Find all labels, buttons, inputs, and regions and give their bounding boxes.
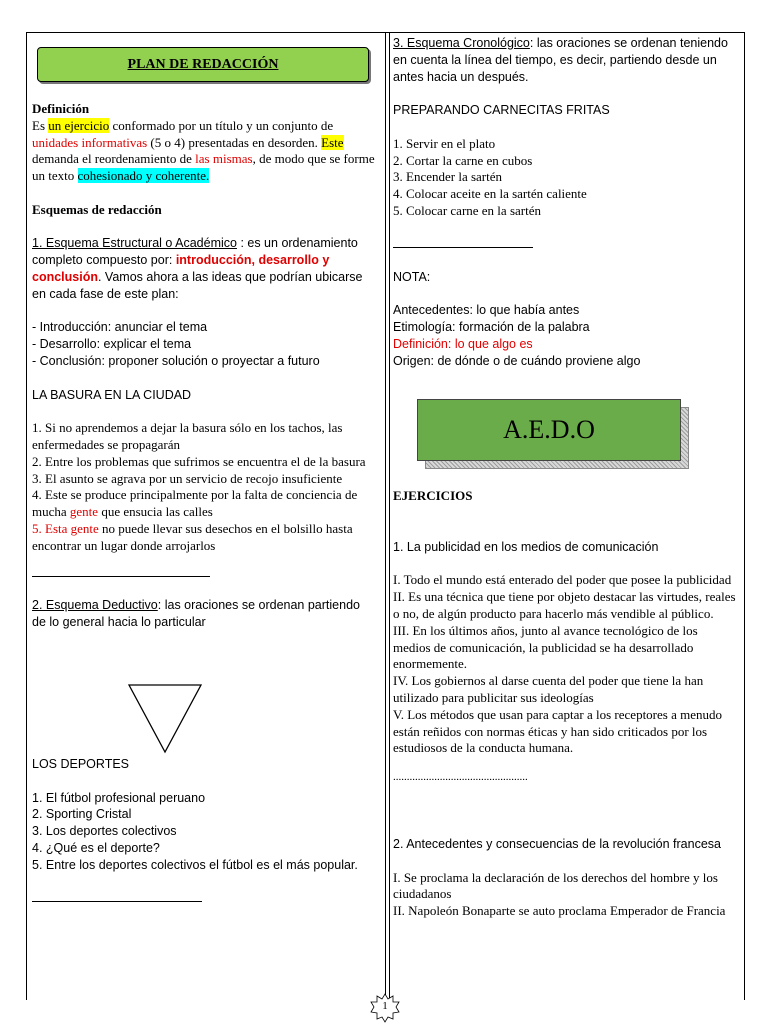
basura-item: 5. Esta gente no puede llevar sus desechos en el bolsillo hasta encontrar un lugar donde arrojarlos xyxy=(32,520,353,553)
deportes-item: 1. El fútbol profesional peruano xyxy=(32,790,206,805)
carne-item: 4. Colocar aceite en la sartén caliente xyxy=(393,186,587,202)
esquema-cronologico: 3. Esquema Cronológico: las oraciones se ordenan teniendo en cuenta la línea del tiempo, es decir, partiendo desde un antes hacia un después. xyxy=(393,36,728,84)
right-column xyxy=(393,35,738,369)
separator-line xyxy=(393,247,533,248)
separator-line xyxy=(32,576,210,577)
title-banner xyxy=(37,47,369,82)
aedo-banner xyxy=(417,399,679,461)
separator-line xyxy=(32,901,202,902)
nota-item: Antecedentes: lo que había antes xyxy=(393,303,580,318)
page-border-left xyxy=(26,32,27,1000)
deportes-title: LOS DEPORTES xyxy=(32,757,130,771)
column-divider-inner xyxy=(389,32,390,1000)
deportes-item: 4. ¿Qué es el deporte? xyxy=(32,840,160,855)
column-divider xyxy=(385,32,386,1000)
phase-item: - Desarrollo: explicar el tema xyxy=(32,337,192,352)
nota-title: NOTA: xyxy=(393,269,431,284)
esquema-estructural: 1. Esquema Estructural o Académico : es un ordenamiento completo compuesto por: introducción, desarrollo y conclusión. Vamos ahora a las ideas que podrían ubicarse en cada fase de este plan: xyxy=(32,236,363,301)
exercise-title: 1. La publicidad en los medios de comunicación xyxy=(393,539,659,554)
phase-item: - Conclusión: proponer solución o proyectar a futuro xyxy=(32,353,320,368)
nota-item: Origen: de dónde o de cuándo proviene algo xyxy=(393,353,641,368)
page-number: 1 xyxy=(382,1000,388,1012)
highlight-unidades: unidades informativas xyxy=(32,134,148,150)
exercise-item: I. Se proclama la declaración de los derechos del hombre y los ciudadanos xyxy=(393,869,718,902)
carne-item: 1. Servir en el plato xyxy=(393,135,496,151)
highlight-un-ejercicio: un ejercicio xyxy=(48,117,110,133)
basura-item: 4. Este se produce principalmente por la falta de conciencia de mucha gente que ensucia las calles xyxy=(32,487,358,520)
deportes-block xyxy=(32,756,375,906)
exercise-item: V. Los métodos que usan para captar a los receptores a menudo están reñidos con normas éticas y han sido criticados por los estudiosos de la conducta humana. xyxy=(393,706,722,756)
basura-item: 3. El asunto se agrava por un servicio de recojo insuficiente xyxy=(32,470,343,486)
aedo-box xyxy=(417,399,681,461)
deportes-item: 3. Los deportes colectivos xyxy=(32,824,177,839)
exercise-item: III. En los últimos años, junto al avance tecnológico de los medios de comunicación, la publicidad se ha desarrollado enormemente. xyxy=(393,622,698,672)
esquema-deductivo-title: 2. Esquema Deductivo xyxy=(32,598,158,613)
dotted-answer-line: ................................................. xyxy=(393,771,528,784)
highlight-este: Este xyxy=(321,134,344,150)
highlight-las-mismas: las mismas xyxy=(195,151,253,167)
exercise-item: IV. Los gobiernos al darse cuenta del poder que tiene la han utilizado para publicitar sus ideologías xyxy=(393,673,704,705)
esquemas-heading: Esquemas de redacción xyxy=(32,201,162,217)
deportes-item: 5. Entre los deportes colectivos el fútbol es el más popular. xyxy=(32,857,358,872)
esquema-deductivo: 2. Esquema Deductivo: las oraciones se ordenan partiendo de lo general hacia lo particular xyxy=(32,598,360,630)
esquema-estructural-parts: introducción, desarrollo y conclusión xyxy=(32,253,330,284)
deportes-item: 2. Sporting Cristal xyxy=(32,807,132,822)
carne-title: PREPARANDO CARNECITAS FRITAS xyxy=(393,103,610,118)
esquema-cronologico-title: 3. Esquema Cronológico xyxy=(393,36,530,50)
page-number-badge-icon xyxy=(370,993,400,1023)
basura-item: 1. Si no aprendemos a dejar la basura sólo en los tachos, las enfermedades se propagarán xyxy=(32,420,343,452)
carne-item: 5. Colocar carne en la sartén xyxy=(393,202,541,218)
aedo-title: A.E.D.O xyxy=(503,415,595,444)
exercise-item: II. Es una técnica que tiene por objeto destacar las virtudes, reales o no, de algún producto para hacerlo más vendible al público. xyxy=(393,589,736,621)
nota-item: Etimología: formación de la palabra xyxy=(393,319,590,334)
page-border-right xyxy=(744,32,745,1000)
carne-item: 2. Cortar la carne en cubos xyxy=(393,152,533,168)
left-column xyxy=(32,101,375,631)
highlight-cohesionado: cohesionado y coherente. xyxy=(77,168,210,184)
inverted-triangle-icon xyxy=(128,684,202,754)
nota-item: Definición: lo que algo es xyxy=(393,336,533,351)
page-title: PLAN DE REDACCIÓN xyxy=(127,56,279,72)
definition-heading: Definición xyxy=(32,101,90,116)
definition-paragraph: Es un ejercicio conformado por un título y un conjunto de unidades informativas (5 o 4) presentadas en desorden. Este demanda el reordenamiento de las mismas, de modo que se forme un texto cohesionado y coherente. xyxy=(32,117,375,184)
exercise-item: I. Todo el mundo está enterado del poder que posee la publicidad xyxy=(393,572,732,588)
basura-item: 2. Entre los problemas que sufrimos se encuentra el de la basura xyxy=(32,453,366,469)
esquema-estructural-title: 1. Esquema Estructural o Académico xyxy=(32,236,237,251)
phase-item: - Introducción: anunciar el tema xyxy=(32,320,208,335)
carne-item: 3. Encender la sartén xyxy=(393,169,503,185)
ejercicios-block xyxy=(393,488,738,920)
exercise-title: 2. Antecedentes y consecuencias de la revolución francesa xyxy=(393,836,721,851)
basura-title: LA BASURA EN LA CIUDAD xyxy=(32,387,192,402)
ejercicios-heading: EJERCICIOS xyxy=(393,488,473,503)
exercise-item: II. Napoleón Bonaparte se auto proclama Emperador de Francia xyxy=(393,903,726,919)
